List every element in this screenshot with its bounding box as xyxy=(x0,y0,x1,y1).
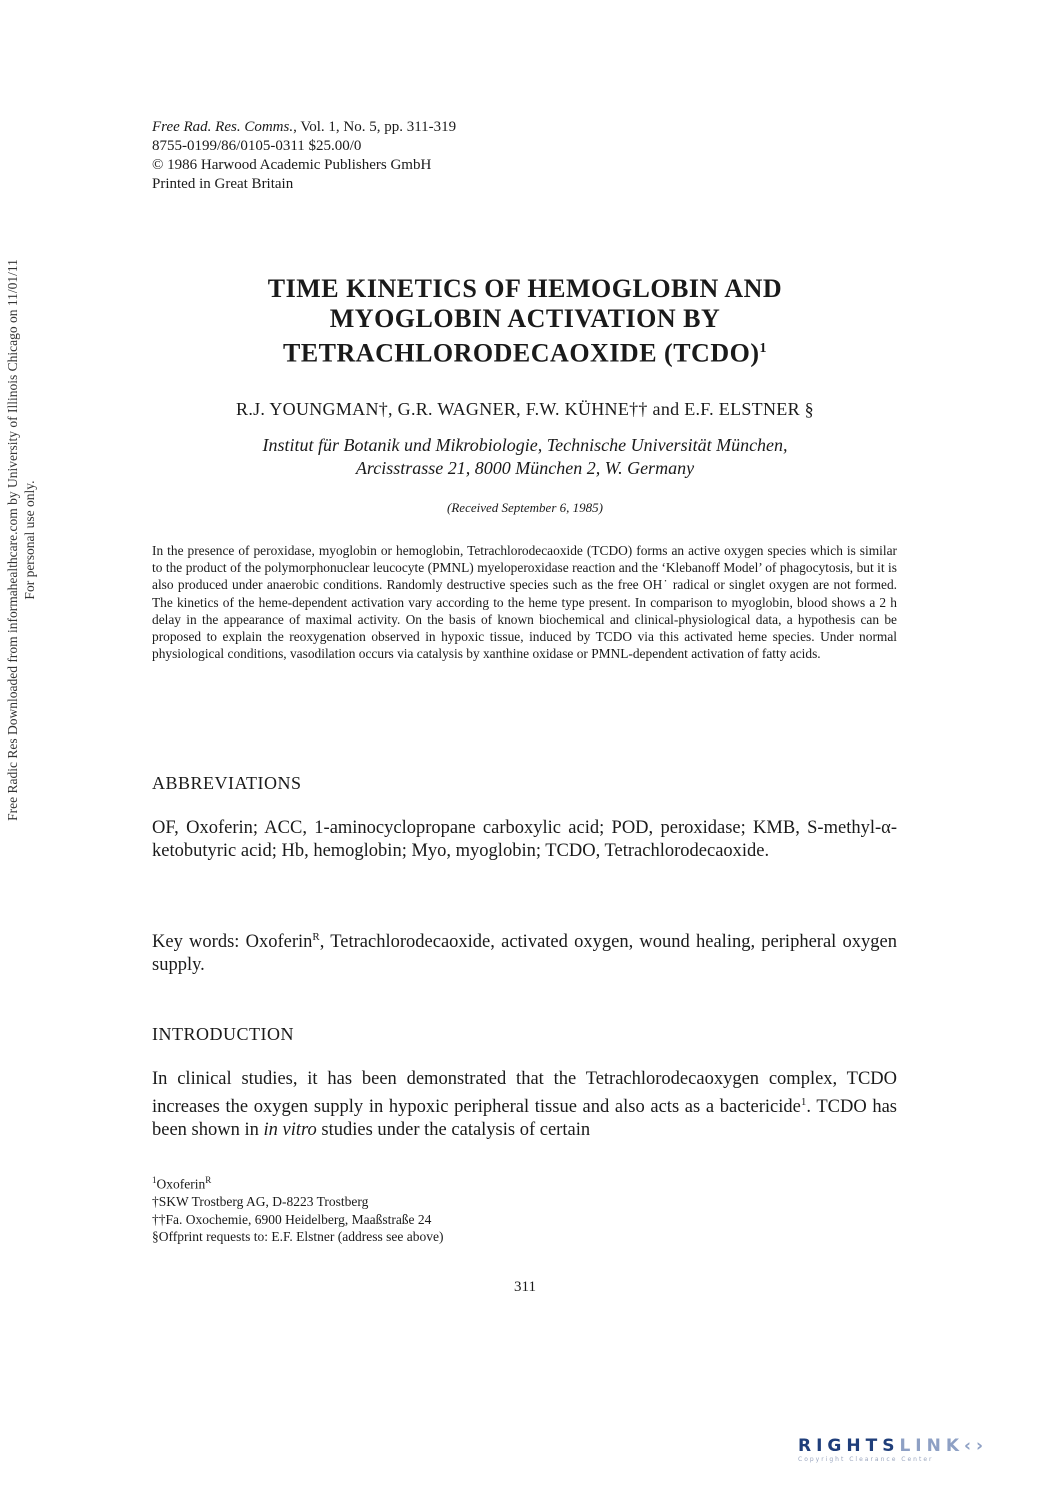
affiliation xyxy=(100,434,950,480)
keywords-registered-mark: R xyxy=(312,931,320,943)
page-number: 311 xyxy=(514,1279,536,1295)
rightslink-logo[interactable] xyxy=(798,1436,1033,1463)
title-line-3 xyxy=(100,334,950,369)
footnote-3: ††Fa. Oxochemie, 6900 Heidelberg, Maaßstraße 24 xyxy=(152,1211,432,1227)
keywords-label: Key words: Oxoferin xyxy=(152,932,313,953)
author-list: R.J. YOUNGMAN†, G.R. WAGNER, F.W. KÜHNE†† and E.F. ELSTNER § xyxy=(236,399,814,419)
rightslink-tagline: Copyright Clearance Center xyxy=(798,1456,934,1463)
introduction-text-3: studies under the catalysis of certain xyxy=(316,1120,591,1141)
copyright-line: © 1986 Harwood Academic Publishers GmbH xyxy=(152,157,432,173)
keywords-list: , Tetrachlorodecaoxide, activated oxygen, wound healing, peripheral oxygen supply. xyxy=(152,932,897,976)
footnote-4: §Offprint requests to: E.F. Elstner (address see above) xyxy=(152,1229,444,1245)
introduction-text-2: . TCDO has been shown in xyxy=(152,1097,897,1141)
keywords xyxy=(152,926,897,977)
download-watermark xyxy=(4,0,38,1090)
received-date: (Received September 6, 1985) xyxy=(447,500,603,515)
footnote-1-mark: 1 xyxy=(152,1175,157,1185)
rightslink-brand xyxy=(798,1436,1033,1456)
footnote-1 xyxy=(152,1172,443,1193)
introduction-italic: in vitro xyxy=(263,1120,317,1141)
affiliation-line-2: Arcisstrasse 21, 8000 München 2, W. Germany xyxy=(355,458,695,478)
abbreviations-text: OF, Oxoferin; ACC, 1-aminocyclopropane carboxylic acid; POD, peroxidase; KMB, S-methyl-α-ketobutyric acid; Hb, hemoglobin; Myo, myoglobin; TCDO, Tetrachlorodecaoxide. xyxy=(152,818,897,861)
title-line-2: MYOGLOBIN ACTIVATION BY xyxy=(329,304,721,333)
footnote-1-registered: R xyxy=(205,1175,212,1185)
journal-citation xyxy=(152,118,456,137)
journal-volume: , Vol. 1, No. 5, pp. 311-319 xyxy=(293,119,457,135)
footnotes xyxy=(152,1172,443,1246)
reference-1: 1 xyxy=(800,1096,807,1108)
title-line-1: TIME KINETICS OF HEMOGLOBIN AND xyxy=(267,274,783,303)
paper-title xyxy=(100,274,950,369)
download-notice: Free Radic Res Downloaded from informahealthcare.com by University of Illinois Chicago on 11/01/11 xyxy=(5,259,20,821)
affiliation-line-1: Institut für Botanik und Mikrobiologie, Technische Universität München, xyxy=(262,435,788,455)
journal-name: Free Rad. Res. Comms. xyxy=(152,119,294,135)
introduction-text xyxy=(152,1068,897,1142)
printed-line: Printed in Great Britain xyxy=(152,176,294,192)
journal-header xyxy=(152,118,456,194)
personal-use-notice: For personal use only. xyxy=(22,480,37,600)
abbreviations-heading: ABBREVIATIONS xyxy=(152,773,302,793)
issn-line: 8755-0199/86/0105-0311 $25.00/0 xyxy=(152,138,362,154)
title-line-3-text: TETRACHLORODECAOXIDE (TCDO) xyxy=(283,338,760,368)
rightslink-brand-light: LINK xyxy=(899,1436,964,1456)
footnote-2: †SKW Trostberg AG, D-8223 Trostberg xyxy=(152,1194,369,1210)
abstract: In the presence of peroxidase, myoglobin or hemoglobin, Tetrachlorodecaoxide (TCDO) forms an active oxygen species which is similar to the product of the polymorphonuclear leucocyte (PMNL) myeloperoxidase reaction and the ‘Klebanoff Model’ of phagocytosis, but it is also produced under anaerobic conditions. Randomly destructive species such as the free OH˙ radical or singlet oxygen are not formed. The kinetics of the heme-dependent activation vary according to the heme type present. In comparison to myoglobin, blood shows a 2 h delay in the appearance of maximal activity. On the basis of known biochemical and clinical-physiological data, a hypothesis can be proposed to explain the reoxygenation observed in hypoxic tissue, induced by TCDO via this activated heme species. Under normal physiological conditions, vasodilation occurs via catalysis by xanthine oxidase or PMNL-dependent activation of fatty acids. xyxy=(152,543,897,662)
introduction-text-1: In clinical studies, it has been demonstrated that the Tetrachlorodecaoxygen complex, TCDO increases the oxygen supply in hypoxic peripheral tissue and also acts as a bactericide xyxy=(152,1069,897,1118)
title-footnote-mark: 1 xyxy=(759,341,767,356)
rightslink-brand-dark: RIGHTS xyxy=(798,1436,900,1456)
rightslink-arrow-icon: ‹› xyxy=(964,1436,989,1456)
introduction-heading: INTRODUCTION xyxy=(152,1024,294,1044)
footnote-1-text: Oxoferin xyxy=(156,1176,206,1192)
